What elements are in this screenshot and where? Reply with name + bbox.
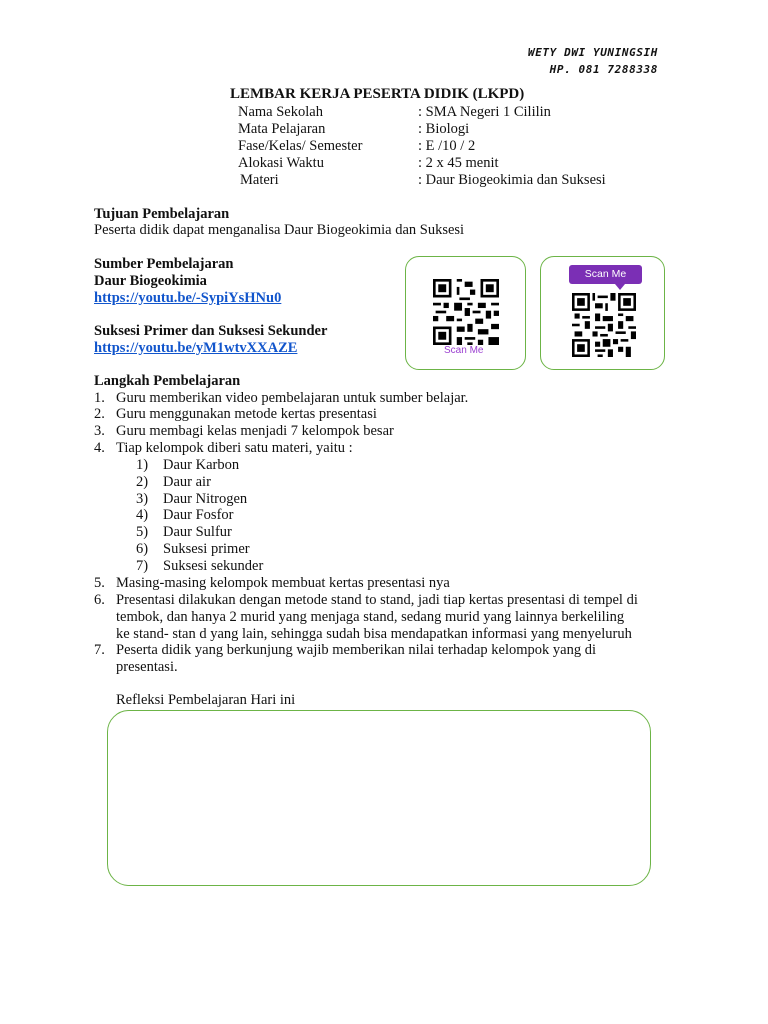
link-suksesi[interactable]: https://youtu.be/yM1wtvXXAZE [94, 340, 298, 356]
materi-text: Daur air [163, 474, 211, 490]
materi-number: 2) [136, 474, 149, 490]
step-text: Tiap kelompok diberi satu materi, yaitu : [116, 440, 353, 456]
qr-scan-label: Scan Me [444, 345, 484, 356]
info-label-subject: Mata Pelajaran [238, 121, 326, 137]
author-name: WETY DWI YUNINGSIH [527, 46, 658, 59]
step-number: 4. [94, 440, 105, 456]
step-number: 7. [94, 642, 105, 658]
scan-me-badge: Scan Me [569, 265, 642, 284]
materi-text: Suksesi primer [163, 541, 250, 557]
qr-card-biogeokimia[interactable] [405, 256, 526, 370]
materi-text: Daur Sulfur [163, 524, 232, 540]
tujuan-heading: Tujuan Pembelajaran [94, 206, 230, 222]
qr-card-suksesi[interactable] [540, 256, 665, 370]
step-text: presentasi. [116, 659, 178, 675]
materi-number: 1) [136, 457, 149, 473]
refleksi-label: Refleksi Pembelajaran Hari ini [116, 692, 296, 708]
link-biogeokimia[interactable]: https://youtu.be/-SypiYsHNu0 [94, 290, 282, 306]
step-number: 6. [94, 592, 105, 608]
badge-pointer [615, 284, 625, 290]
step-number: 3. [94, 423, 105, 439]
qr-code-icon [433, 279, 499, 345]
step-number: 5. [94, 575, 105, 591]
step-text: Guru menggunakan metode kertas presentasi [116, 406, 377, 422]
step-text: Guru membagi kelas menjadi 7 kelompok besar [116, 423, 394, 439]
materi-text: Daur Nitrogen [163, 491, 248, 507]
info-value-school: : SMA Negeri 1 Cililin [418, 104, 551, 120]
sumber-sub-biogeokimia: Daur Biogeokimia [94, 273, 207, 289]
langkah-heading: Langkah Pembelajaran [94, 373, 241, 389]
step-number: 1. [94, 390, 105, 406]
info-label-time: Alokasi Waktu [238, 155, 324, 171]
document-title: LEMBAR KERJA PESERTA DIDIK (LKPD) [230, 86, 525, 102]
step-text: Guru memberikan video pembelajaran untuk sumber belajar. [116, 390, 469, 406]
tujuan-text: Peserta didik dapat menganalisa Daur Biogeokimia dan Suksesi [94, 222, 465, 238]
info-label-material: Materi [240, 172, 279, 188]
materi-number: 6) [136, 541, 149, 557]
info-value-time: : 2 x 45 menit [418, 155, 499, 171]
step-text: tembok, dan hanya 2 murid yang menjaga stand, sedang murid yang lainnya berkeliling [116, 609, 625, 625]
materi-number: 5) [136, 524, 149, 540]
materi-number: 3) [136, 491, 149, 507]
info-value-subject: : Biologi [418, 121, 470, 137]
materi-text: Daur Fosfor [163, 507, 234, 523]
step-text: Presentasi dilakukan dengan metode stand to stand, jadi tiap kertas presentasi di tempel di [116, 592, 638, 608]
step-text: Peserta didik yang berkunjung wajib memberikan nilai terhadap kelompok yang di [116, 642, 596, 658]
info-label-school: Nama Sekolah [238, 104, 323, 120]
refleksi-answer-box[interactable] [107, 710, 651, 886]
materi-number: 7) [136, 558, 149, 574]
step-number: 2. [94, 406, 105, 422]
info-value-material: : Daur Biogeokimia dan Suksesi [418, 172, 606, 188]
step-text: ke stand- stan d yang lain, sehingga sudah bisa mendapatkan informasi yang menyeluruh [116, 626, 632, 642]
step-text: Masing-masing kelompok membuat kertas presentasi nya [116, 575, 450, 591]
materi-text: Daur Karbon [163, 457, 240, 473]
sumber-heading: Sumber Pembelajaran [94, 256, 234, 272]
qr-code-icon [572, 293, 636, 357]
materi-number: 4) [136, 507, 149, 523]
info-value-phase: : E /10 / 2 [418, 138, 476, 154]
materi-text: Suksesi sekunder [163, 558, 264, 574]
info-label-phase: Fase/Kelas/ Semester [238, 138, 363, 154]
author-phone: HP. 081 7288338 [549, 63, 658, 76]
sumber-sub-suksesi: Suksesi Primer dan Suksesi Sekunder [94, 323, 328, 339]
